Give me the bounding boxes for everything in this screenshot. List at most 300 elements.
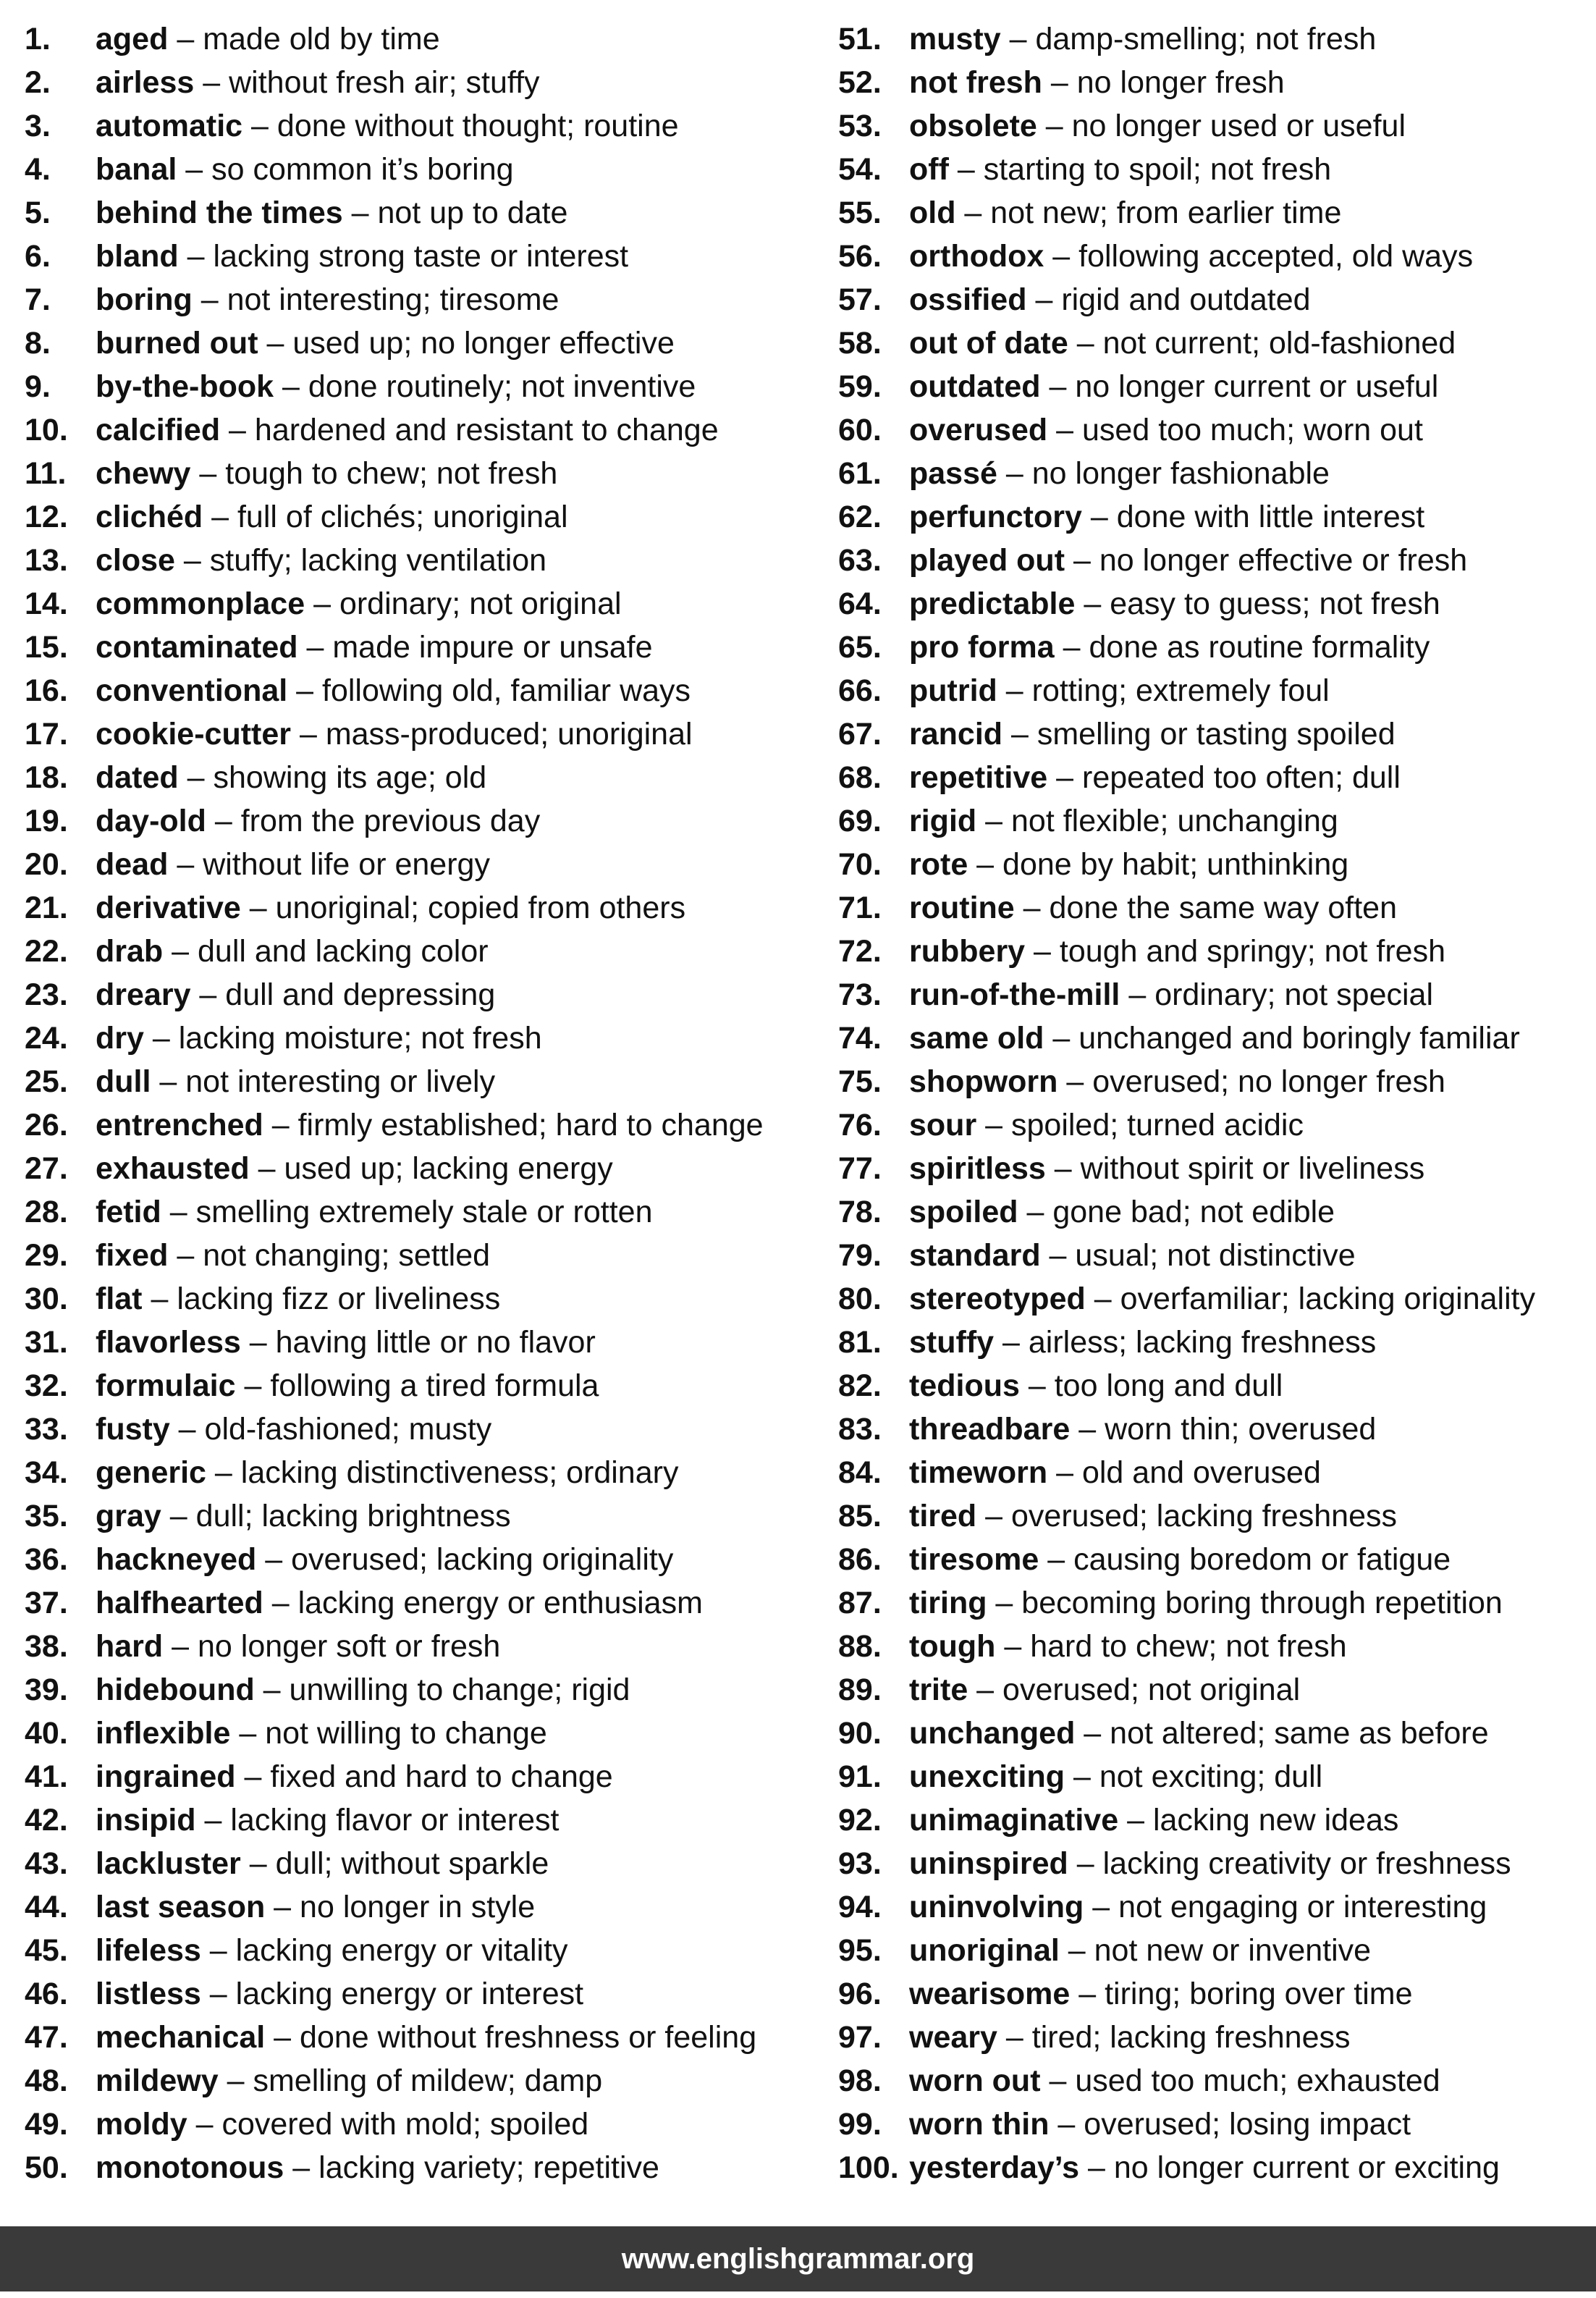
item-number: 47.	[25, 2020, 68, 2055]
item-separator: –	[1085, 1281, 1120, 1316]
item-term: unexciting	[909, 1759, 1065, 1794]
item-term: unchanged	[909, 1716, 1076, 1751]
item-number: 43.	[25, 1846, 68, 1881]
item-term: tiring	[909, 1586, 987, 1620]
item-term: musty	[909, 22, 1001, 56]
item-separator: –	[1079, 2150, 1114, 2185]
item-definition: airless; lacking freshness	[1028, 1325, 1377, 1360]
item-separator: –	[235, 1368, 271, 1403]
item-term: spiritless	[909, 1151, 1046, 1186]
item-term: rubbery	[909, 934, 1026, 969]
list-item	[838, 930, 1591, 973]
item-number: 62.	[838, 500, 882, 534]
item-term: orthodox	[909, 239, 1044, 274]
list-item	[838, 1885, 1591, 1929]
item-separator: –	[230, 1716, 266, 1751]
item-term: tough	[909, 1629, 996, 1664]
list-item	[25, 1234, 806, 1277]
item-number: 63.	[838, 543, 882, 578]
item-number: 94.	[838, 1890, 882, 1924]
item-definition: hardened and resistant to change	[254, 413, 719, 447]
item-term: off	[909, 152, 949, 187]
item-term: pro forma	[909, 630, 1055, 665]
item-definition: mass-produced; unoriginal	[325, 717, 693, 752]
item-number: 98.	[838, 2063, 882, 2098]
item-definition: used up; no longer effective	[292, 326, 675, 361]
item-definition: used up; lacking energy	[284, 1151, 613, 1186]
item-term: burned out	[96, 326, 258, 361]
item-definition: no longer current or useful	[1075, 369, 1439, 404]
list-item	[838, 1190, 1591, 1234]
item-term: airless	[96, 65, 195, 100]
item-separator: –	[1065, 543, 1099, 578]
item-definition: no longer current or exciting	[1113, 2150, 1500, 2185]
list-item	[838, 626, 1591, 669]
item-separator: –	[1039, 1542, 1074, 1577]
item-number: 4.	[25, 152, 51, 187]
item-term: inflexible	[96, 1716, 231, 1751]
item-definition: damp-smelling; not fresh	[1035, 22, 1377, 56]
item-separator: –	[263, 1586, 298, 1620]
item-number: 90.	[838, 1716, 882, 1751]
item-definition: dull and lacking color	[198, 934, 489, 969]
item-number: 42.	[25, 1803, 68, 1838]
item-term: perfunctory	[909, 500, 1082, 534]
list-item	[25, 1321, 806, 1364]
item-term: insipid	[96, 1803, 196, 1838]
item-term: entrenched	[96, 1108, 263, 1142]
list-item	[838, 61, 1591, 104]
item-term: uninspired	[909, 1846, 1068, 1881]
item-separator: –	[1045, 1151, 1081, 1186]
list-item	[838, 1277, 1591, 1321]
item-number: 82.	[838, 1368, 882, 1403]
item-number: 85.	[838, 1499, 882, 1533]
item-separator: –	[254, 1672, 290, 1707]
item-term: listless	[96, 1977, 201, 2011]
item-definition: made impure or unsafe	[332, 630, 653, 665]
item-separator: –	[240, 1325, 276, 1360]
item-term: timeworn	[909, 1455, 1048, 1490]
item-number: 29.	[25, 1238, 68, 1273]
item-definition: from the previous day	[240, 804, 541, 838]
item-term: tiresome	[909, 1542, 1039, 1577]
list-item	[838, 2016, 1591, 2059]
item-definition: without spirit or liveliness	[1080, 1151, 1425, 1186]
item-definition: firmly established; hard to change	[297, 1108, 764, 1142]
item-number: 93.	[838, 1846, 882, 1881]
item-term: ingrained	[96, 1759, 236, 1794]
item-separator: –	[987, 1586, 1022, 1620]
item-separator: –	[174, 543, 210, 578]
item-separator: –	[1070, 1412, 1105, 1447]
item-number: 84.	[838, 1455, 882, 1490]
item-term: worn thin	[909, 2107, 1050, 2142]
item-term: exhausted	[96, 1151, 250, 1186]
item-definition: easy to guess; not fresh	[1110, 586, 1440, 621]
item-definition: stuffy; lacking ventilation	[209, 543, 547, 578]
item-separator: –	[1068, 326, 1103, 361]
item-term: threadbare	[909, 1412, 1071, 1447]
list-item	[25, 1581, 806, 1625]
list-item	[25, 1494, 806, 1538]
item-number: 89.	[838, 1672, 882, 1707]
item-term: fixed	[96, 1238, 169, 1273]
item-definition: no longer fashionable	[1031, 456, 1330, 491]
list-item	[25, 1972, 806, 2016]
item-term: spoiled	[909, 1195, 1018, 1229]
item-term: hard	[96, 1629, 164, 1664]
item-separator: –	[187, 2107, 222, 2142]
item-separator: –	[1081, 500, 1117, 534]
item-number: 2.	[25, 65, 51, 100]
item-separator: –	[242, 109, 277, 143]
item-number: 52.	[838, 65, 882, 100]
list-item	[25, 104, 806, 148]
item-definition: done as routine formality	[1089, 630, 1430, 665]
item-term: sour	[909, 1108, 977, 1142]
item-term: flavorless	[96, 1325, 241, 1360]
item-definition: showing its age; old	[213, 760, 487, 795]
item-separator: –	[256, 1542, 292, 1577]
item-separator: –	[178, 239, 214, 274]
item-definition: no longer fresh	[1076, 65, 1285, 100]
list-item	[838, 17, 1591, 61]
item-term: tired	[909, 1499, 977, 1533]
list-item	[25, 1364, 806, 1407]
item-definition: tiring; boring over time	[1105, 1977, 1413, 2011]
item-separator: –	[1002, 717, 1037, 752]
item-definition: dull; lacking brightness	[195, 1499, 511, 1533]
list-item	[25, 1842, 806, 1885]
list-item	[25, 1017, 806, 1060]
item-definition: hard to chew; not fresh	[1030, 1629, 1347, 1664]
list-item	[25, 1929, 806, 1972]
item-separator: –	[200, 1977, 236, 2011]
list-item	[25, 1668, 806, 1712]
item-number: 99.	[838, 2107, 882, 2142]
item-term: behind the times	[96, 195, 343, 230]
item-definition: done by habit; unthinking	[1002, 847, 1349, 882]
item-number: 57.	[838, 282, 882, 317]
list-item	[25, 1147, 806, 1190]
item-term: fusty	[96, 1412, 170, 1447]
item-number: 66.	[838, 673, 882, 708]
list-item	[25, 1060, 806, 1103]
item-definition: overused; no longer fresh	[1092, 1064, 1445, 1099]
list-item	[25, 495, 806, 539]
list-item	[25, 148, 806, 191]
item-number: 24.	[25, 1021, 68, 1056]
item-definition: rotting; extremely foul	[1031, 673, 1330, 708]
list-item	[25, 235, 806, 278]
list-item	[25, 321, 806, 365]
item-separator: –	[263, 1108, 298, 1142]
item-definition: tired; lacking freshness	[1031, 2020, 1351, 2055]
item-separator: –	[177, 152, 212, 187]
item-separator: –	[240, 1846, 276, 1881]
item-definition: no longer used or useful	[1071, 109, 1406, 143]
item-term: dreary	[96, 977, 191, 1012]
item-definition: smelling or tasting spoiled	[1036, 717, 1396, 752]
item-term: monotonous	[96, 2150, 284, 2185]
item-separator: –	[1025, 934, 1060, 969]
list-item	[838, 1712, 1591, 1755]
item-separator: –	[976, 1499, 1011, 1533]
item-term: passé	[909, 456, 997, 491]
item-definition: unwilling to change; rigid	[289, 1672, 630, 1707]
item-definition: smelling of mildew; damp	[253, 2063, 603, 2098]
item-number: 13.	[25, 543, 68, 578]
list-item	[838, 1972, 1591, 2016]
item-term: trite	[909, 1672, 968, 1707]
item-definition: not up to date	[377, 195, 568, 230]
item-number: 100.	[838, 2150, 899, 2185]
item-number: 79.	[838, 1238, 882, 1273]
list-item	[838, 669, 1591, 712]
list-item	[838, 1147, 1591, 1190]
list-item	[838, 1538, 1591, 1581]
item-separator: –	[190, 456, 226, 491]
item-term: not fresh	[909, 65, 1042, 100]
item-number: 68.	[838, 760, 882, 795]
item-number: 32.	[25, 1368, 68, 1403]
list-item	[838, 973, 1591, 1017]
item-term: clichéd	[96, 500, 203, 534]
list-item	[25, 582, 806, 626]
item-term: fetid	[96, 1195, 161, 1229]
list-item	[838, 1581, 1591, 1625]
item-definition: overused; lacking freshness	[1011, 1499, 1398, 1533]
item-number: 87.	[838, 1586, 882, 1620]
item-separator: –	[195, 1803, 231, 1838]
list-item	[838, 2146, 1591, 2189]
item-number: 83.	[838, 1412, 882, 1447]
item-definition: following a tired formula	[270, 1368, 599, 1403]
item-term: repetitive	[909, 760, 1048, 795]
item-definition: full of clichés; unoriginal	[237, 500, 568, 534]
item-number: 73.	[838, 977, 882, 1012]
item-number: 36.	[25, 1542, 68, 1577]
item-definition: lacking energy or vitality	[235, 1933, 568, 1968]
item-definition: starting to spoil; not fresh	[983, 152, 1332, 187]
list-item	[25, 278, 806, 321]
item-definition: done with little interest	[1116, 500, 1425, 534]
list-item	[838, 1017, 1591, 1060]
item-number: 71.	[838, 891, 882, 925]
item-term: dry	[96, 1021, 144, 1056]
item-number: 54.	[838, 152, 882, 187]
item-number: 19.	[25, 804, 68, 838]
item-number: 31.	[25, 1325, 68, 1360]
item-separator: –	[1040, 369, 1076, 404]
item-term: bland	[96, 239, 179, 274]
item-number: 86.	[838, 1542, 882, 1577]
item-number: 39.	[25, 1672, 68, 1707]
list-item	[838, 886, 1591, 930]
list-item	[25, 1885, 806, 1929]
item-definition: not exciting; dull	[1099, 1759, 1323, 1794]
item-separator: –	[995, 1629, 1031, 1664]
item-separator: –	[305, 586, 339, 621]
item-number: 16.	[25, 673, 68, 708]
list-item	[25, 452, 806, 495]
item-number: 1.	[25, 22, 51, 56]
item-separator: –	[161, 1195, 196, 1229]
item-separator: –	[1040, 2063, 1076, 2098]
item-separator: –	[1000, 22, 1036, 56]
item-separator: –	[274, 369, 308, 404]
item-term: predictable	[909, 586, 1076, 621]
item-number: 61.	[838, 456, 882, 491]
item-term: contaminated	[96, 630, 298, 665]
list-item	[838, 148, 1591, 191]
item-separator: –	[258, 326, 293, 361]
list-item	[25, 1103, 806, 1147]
item-term: obsolete	[909, 109, 1037, 143]
list-item	[838, 1668, 1591, 1712]
item-definition: lacking moisture; not fresh	[178, 1021, 542, 1056]
item-separator: –	[200, 1933, 236, 1968]
item-separator: –	[151, 1064, 186, 1099]
item-separator: –	[1065, 1759, 1099, 1794]
footer-website-link[interactable]: www.englishgrammar.org	[621, 2243, 975, 2275]
item-separator: –	[190, 977, 226, 1012]
item-definition: lacking new ideas	[1152, 1803, 1399, 1838]
item-definition: not interesting or lively	[185, 1064, 496, 1099]
item-number: 11.	[25, 456, 67, 491]
list-item	[838, 712, 1591, 756]
item-number: 41.	[25, 1759, 68, 1794]
item-number: 5.	[25, 195, 51, 230]
item-definition: overused; losing impact	[1084, 2107, 1411, 2142]
item-number: 76.	[838, 1108, 882, 1142]
item-definition: following accepted, old ways	[1078, 239, 1474, 274]
item-separator: –	[1070, 1977, 1105, 2011]
item-definition: lacking strong taste or interest	[213, 239, 629, 274]
item-term: standard	[909, 1238, 1041, 1273]
item-definition: becoming boring through repetition	[1021, 1586, 1503, 1620]
item-number: 97.	[838, 2020, 882, 2055]
list-item	[25, 1798, 806, 1842]
item-term: by-the-book	[96, 369, 274, 404]
item-definition: unchanged and boringly familiar	[1078, 1021, 1520, 1056]
item-term: stuffy	[909, 1325, 995, 1360]
item-number: 72.	[838, 934, 882, 969]
item-definition: not engaging or interesting	[1118, 1890, 1487, 1924]
item-definition: old and overused	[1081, 1455, 1321, 1490]
list-item	[25, 799, 806, 843]
item-definition: overfamiliar; lacking originality	[1120, 1281, 1536, 1316]
item-number: 44.	[25, 1890, 68, 1924]
item-definition: no longer soft or fresh	[198, 1629, 501, 1664]
item-definition: not flexible; unchanging	[1010, 804, 1338, 838]
item-separator: –	[143, 1021, 179, 1056]
item-term: derivative	[96, 891, 241, 925]
item-number: 69.	[838, 804, 882, 838]
item-number: 33.	[25, 1412, 68, 1447]
list-item	[838, 1407, 1591, 1451]
item-separator: –	[194, 65, 229, 100]
item-number: 12.	[25, 500, 68, 534]
item-definition: dull; without sparkle	[275, 1846, 549, 1881]
item-definition: worn thin; overused	[1105, 1412, 1377, 1447]
item-number: 51.	[838, 22, 882, 56]
item-separator: –	[1068, 1846, 1103, 1881]
item-definition: fixed and hard to change	[270, 1759, 613, 1794]
item-definition: not willing to change	[265, 1716, 547, 1751]
item-term: flat	[96, 1281, 143, 1316]
item-term: rancid	[909, 717, 1003, 752]
item-number: 55.	[838, 195, 882, 230]
item-definition: used too much; worn out	[1082, 413, 1423, 447]
list-item	[25, 626, 806, 669]
item-definition: tough to chew; not fresh	[225, 456, 558, 491]
item-separator: –	[976, 804, 1011, 838]
item-number: 20.	[25, 847, 68, 882]
item-term: moldy	[96, 2107, 187, 2142]
item-number: 10.	[25, 413, 68, 447]
item-separator: –	[1057, 1064, 1093, 1099]
item-separator: –	[265, 1890, 300, 1924]
item-separator: –	[1059, 1933, 1094, 1968]
item-number: 15.	[25, 630, 68, 665]
item-definition: not current; old-fashioned	[1102, 326, 1456, 361]
item-separator: –	[1075, 1716, 1110, 1751]
item-number: 46.	[25, 1977, 68, 2011]
item-separator: –	[163, 934, 198, 969]
list-item	[838, 1625, 1591, 1668]
item-separator: –	[997, 673, 1032, 708]
item-number: 77.	[838, 1151, 882, 1186]
item-term: automatic	[96, 109, 243, 143]
item-term: unimaginative	[909, 1803, 1119, 1838]
list-item	[838, 1798, 1591, 1842]
item-term: lackluster	[96, 1846, 241, 1881]
item-definition: repeated too often; dull	[1082, 760, 1401, 795]
item-number: 27.	[25, 1151, 68, 1186]
list-item	[838, 1451, 1591, 1494]
item-number: 67.	[838, 717, 882, 752]
list-item	[25, 539, 806, 582]
list-item	[838, 235, 1591, 278]
item-separator: –	[218, 2063, 253, 2098]
item-number: 28.	[25, 1195, 68, 1229]
item-definition: no longer effective or fresh	[1099, 543, 1468, 578]
item-separator: –	[168, 22, 203, 56]
list-item	[838, 843, 1591, 886]
item-number: 92.	[838, 1803, 882, 1838]
list-item	[25, 886, 806, 930]
item-term: day-old	[96, 804, 206, 838]
item-definition: used too much; exhausted	[1075, 2063, 1440, 2098]
item-separator: –	[203, 500, 237, 534]
item-number: 81.	[838, 1325, 882, 1360]
list-item	[25, 669, 806, 712]
item-term: shopworn	[909, 1064, 1058, 1099]
list-item	[838, 365, 1591, 408]
list-item	[25, 756, 806, 799]
word-list-column-left	[25, 17, 806, 2189]
item-definition: not new; from earlier time	[990, 195, 1342, 230]
item-separator: –	[287, 673, 323, 708]
item-definition: not interesting; tiresome	[227, 282, 560, 317]
list-item	[25, 2016, 806, 2059]
item-definition: lacking energy or enthusiasm	[297, 1586, 703, 1620]
item-number: 35.	[25, 1499, 68, 1533]
item-definition: spoiled; turned acidic	[1011, 1108, 1304, 1142]
list-item	[838, 1321, 1591, 1364]
